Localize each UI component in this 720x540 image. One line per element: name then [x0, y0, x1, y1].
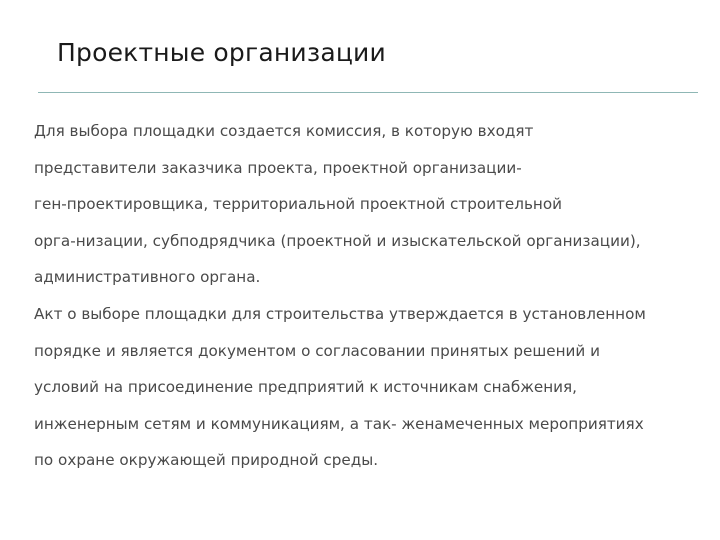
body-line: порядке и является документом о согласовании принятых решений и: [34, 341, 600, 360]
body-line: представители заказчика проекта, проектной организации-: [34, 158, 522, 177]
body-line: условий на присоединение предприятий к источникам снабжения,: [34, 378, 578, 397]
body-line: Для выбора площадки создается комиссия, в которую входят: [34, 122, 534, 140]
slide-title: Проектные организации: [57, 38, 386, 67]
body-line: ген-проектировщика, территориальной проектной строительной: [34, 195, 562, 214]
body-line: Акт о выборе площадки для строительства утверждается в установленном: [34, 304, 646, 323]
body-line: инженерным сетям и коммуникациям, а так- женамеченных мероприятиях: [34, 414, 644, 433]
title-divider: [38, 92, 698, 93]
body-line: орга-низации, субподрядчика (проектной и изыскательской организации),: [34, 231, 641, 250]
slide-body: [34, 119, 714, 485]
body-line: по охране окружающей природной среды.: [34, 451, 379, 470]
body-line: административного органа.: [34, 268, 261, 287]
